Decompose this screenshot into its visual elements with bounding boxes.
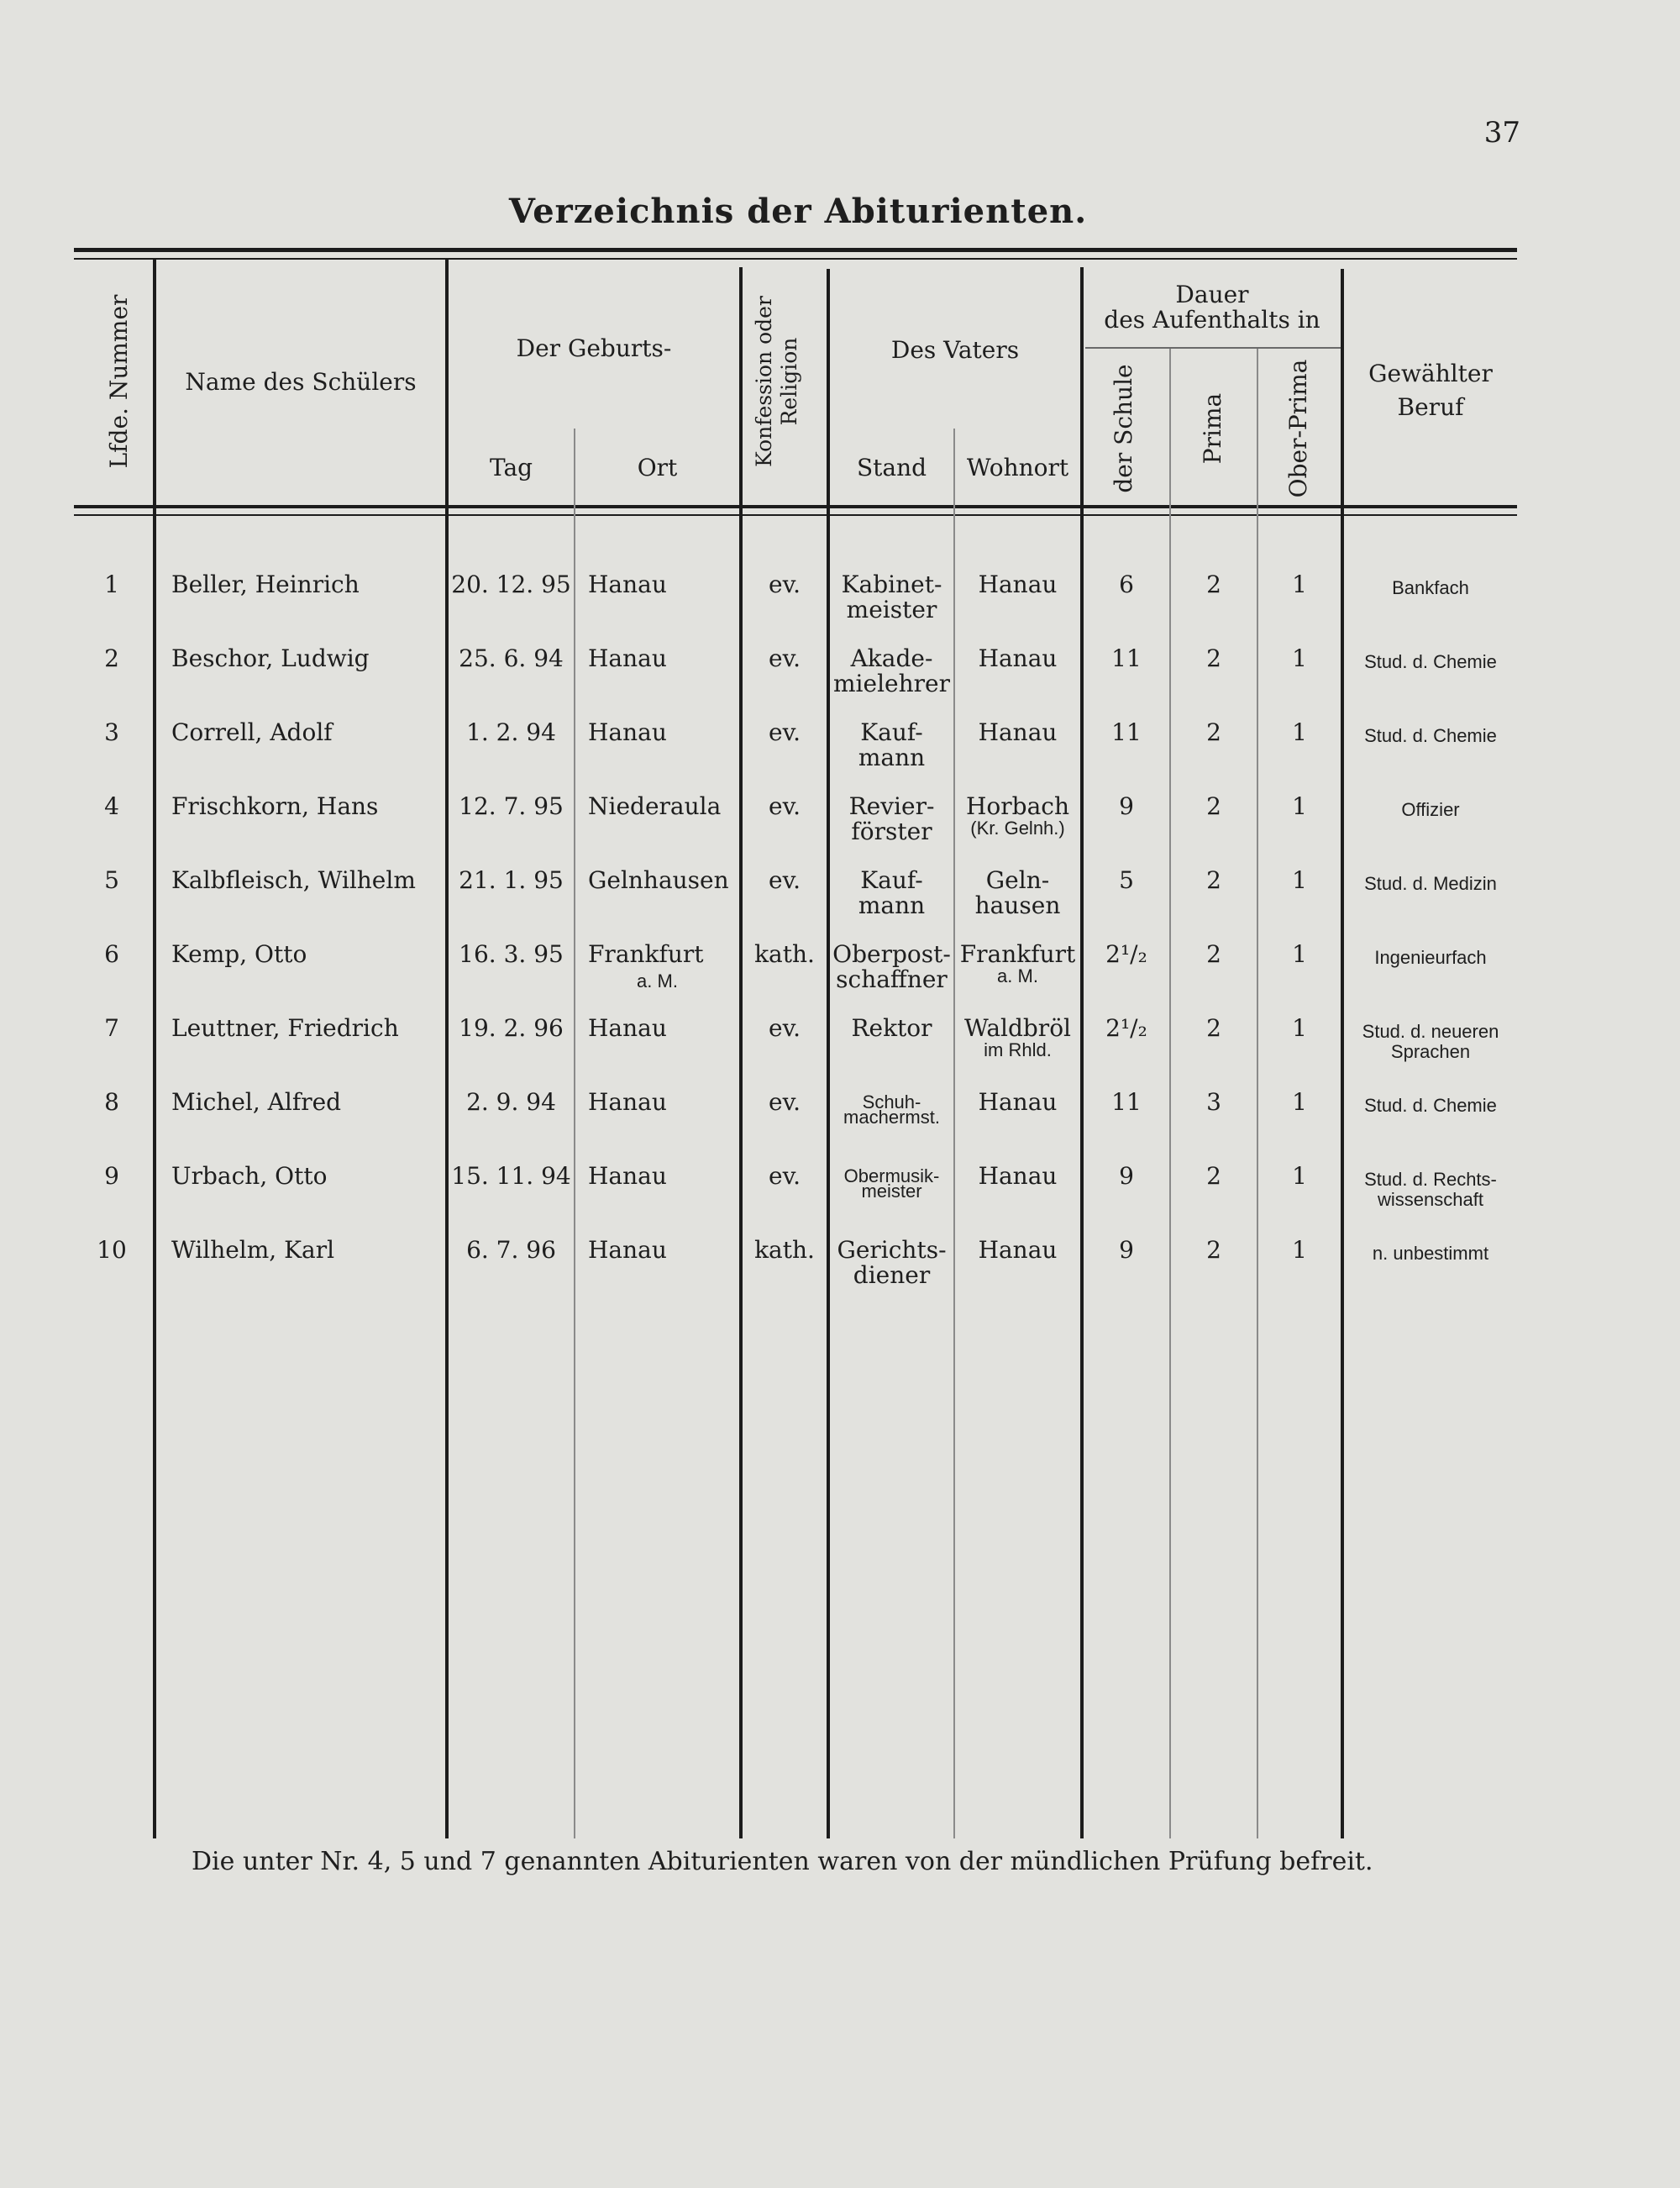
col-divider-name: [445, 259, 449, 1838]
header-ort: Ort: [637, 454, 678, 481]
header-konfession-line1: Konfession oder: [752, 296, 776, 467]
cell-wohn2: hausen: [974, 892, 1061, 919]
cell-schule: 11: [1111, 1088, 1142, 1116]
cell-ort: Hanau: [588, 571, 667, 598]
cell-name: Kalbfleisch, Wilhelm: [171, 866, 416, 894]
cell-konf: kath.: [754, 940, 815, 968]
top-rule-thick: [74, 248, 1517, 252]
cell-schule: 6: [1119, 571, 1134, 598]
cell-konf: ev.: [769, 1162, 801, 1190]
cell-stand2: schaffner: [836, 965, 948, 993]
cell-schule: 9: [1119, 1162, 1134, 1190]
cell-name: Beller, Heinrich: [171, 571, 360, 598]
cell-wohn: Geln-: [985, 866, 1050, 894]
cell-wohn: Waldbröl: [963, 1014, 1072, 1042]
cell-stand2: meister: [846, 596, 937, 623]
cell-name: Wilhelm, Karl: [171, 1236, 335, 1264]
cell-ort: Hanau: [588, 644, 667, 672]
cell-ort2: a. M.: [637, 970, 678, 991]
cell-prima: 2: [1206, 792, 1221, 820]
cell-schule: 11: [1111, 644, 1142, 672]
header-nr: Lfde. Nummer: [105, 294, 133, 469]
cell-oprima: 1: [1292, 1088, 1307, 1116]
cell-beruf2: wissenschaft: [1378, 1189, 1483, 1210]
cell-stand: Rektor: [851, 1014, 932, 1042]
cell-beruf: Stud. d. Chemie: [1364, 1095, 1497, 1116]
cell-stand: Gerichts-: [837, 1236, 947, 1264]
cell-ort: Hanau: [588, 1088, 667, 1116]
header-beruf-line1: Gewählter: [1368, 360, 1493, 387]
cell-schule: 2¹/₂: [1105, 940, 1147, 968]
cell-schule: 9: [1119, 1236, 1134, 1264]
cell-ort: Hanau: [588, 1236, 667, 1264]
cell-oprima: 1: [1292, 644, 1307, 672]
page-title: Verzeichnis der Abiturienten.: [508, 192, 1088, 231]
cell-konf: ev.: [769, 571, 801, 598]
cell-oprima: 1: [1292, 571, 1307, 598]
footnote: Die unter Nr. 4, 5 und 7 genannten Abiturienten waren von der mündlichen Prüfung befreit.: [192, 1847, 1373, 1876]
cell-prima: 2: [1206, 940, 1221, 968]
cell-prima: 2: [1206, 571, 1221, 598]
header-prima: Prima: [1199, 392, 1226, 465]
cell-konf: ev.: [769, 866, 801, 894]
cell-oprima: 1: [1292, 718, 1307, 746]
cell-tag: 19. 2. 96: [459, 1014, 564, 1042]
cell-name: Michel, Alfred: [171, 1088, 342, 1116]
cell-wohn: Hanau: [978, 571, 1058, 598]
cell-prima: 2: [1206, 1162, 1221, 1190]
cell-stand2: machermst.: [843, 1107, 940, 1128]
col-divider-vater: [1080, 267, 1084, 1838]
cell-stand: Revier-: [848, 792, 935, 820]
header-dauer-line1: Dauer: [1175, 281, 1249, 308]
cell-oprima: 1: [1292, 866, 1307, 894]
cell-beruf: Stud. d. Medizin: [1364, 873, 1497, 894]
cell-prima: 3: [1206, 1088, 1221, 1116]
cell-tag: 25. 6. 94: [459, 644, 564, 672]
cell-stand2: mann: [858, 744, 926, 771]
header-stand: Stand: [856, 454, 927, 481]
cell-wohn2: (Kr. Gelnh.): [970, 818, 1065, 839]
cell-nr: 7: [104, 1014, 119, 1042]
cell-wohn: Hanau: [978, 644, 1058, 672]
cell-konf: ev.: [769, 792, 801, 820]
cell-nr: 1: [104, 571, 119, 598]
cell-tag: 2. 9. 94: [466, 1088, 556, 1116]
cell-nr: 2: [104, 644, 119, 672]
header-geburt-group: Der Geburts-: [516, 334, 672, 362]
cell-nr: 5: [104, 866, 119, 894]
cell-prima: 2: [1206, 1236, 1221, 1264]
cell-tag: 1. 2. 94: [466, 718, 556, 746]
cell-name: Correll, Adolf: [171, 718, 333, 746]
cell-konf: ev.: [769, 1014, 801, 1042]
cell-name: Urbach, Otto: [171, 1162, 328, 1190]
cell-wohn: Horbach: [966, 792, 1069, 820]
cell-oprima: 1: [1292, 1236, 1307, 1264]
cell-prima: 2: [1206, 718, 1221, 746]
cell-schule: 2¹/₂: [1105, 1014, 1147, 1042]
cell-schule: 9: [1119, 792, 1134, 820]
cell-stand: Obermusik-: [843, 1165, 940, 1186]
cell-oprima: 1: [1292, 1014, 1307, 1042]
header-dauer-line2: des Aufenthalts in: [1104, 306, 1320, 334]
cell-prima: 2: [1206, 644, 1221, 672]
cell-tag: 6. 7. 96: [466, 1236, 556, 1264]
cell-wohn: Hanau: [978, 1162, 1058, 1190]
cell-nr: 3: [104, 718, 119, 746]
cell-wohn: Hanau: [978, 718, 1058, 746]
cell-oprima: 1: [1292, 792, 1307, 820]
cell-nr: 10: [97, 1236, 127, 1264]
header-name: Name des Schülers: [185, 368, 417, 396]
cell-name: Leuttner, Friedrich: [171, 1014, 399, 1042]
cell-beruf: Stud. d. neueren: [1362, 1021, 1499, 1042]
cell-nr: 8: [104, 1088, 119, 1116]
cell-tag: 16. 3. 95: [459, 940, 564, 968]
cell-beruf: Offizier: [1401, 799, 1460, 820]
cell-beruf: n. unbestimmt: [1372, 1243, 1489, 1264]
cell-beruf2: Sprachen: [1390, 1041, 1471, 1062]
cell-schule: 11: [1111, 718, 1142, 746]
cell-stand: Oberpost-: [832, 940, 951, 968]
cell-ort: Niederaula: [588, 792, 722, 820]
col-divider-stand-wohn: [953, 429, 955, 1838]
cell-name: Frischkorn, Hans: [171, 792, 379, 820]
cell-ort: Hanau: [588, 1014, 667, 1042]
cell-oprima: 1: [1292, 940, 1307, 968]
cell-ort: Frankfurt: [588, 940, 704, 968]
cell-ort: Hanau: [588, 718, 667, 746]
col-divider-tag-ort: [574, 429, 575, 1838]
header-oberprima: Ober-Prima: [1284, 359, 1312, 498]
header-schule: der Schule: [1110, 364, 1137, 493]
cell-stand2: mielehrer: [833, 670, 950, 697]
cell-ort: Gelnhausen: [588, 866, 729, 894]
cell-beruf: Stud. d. Chemie: [1364, 651, 1497, 672]
col-divider-geburt: [739, 267, 743, 1838]
cell-konf: ev.: [769, 644, 801, 672]
cell-tag: 20. 12. 95: [451, 571, 571, 598]
cell-prima: 2: [1206, 866, 1221, 894]
cell-oprima: 1: [1292, 1162, 1307, 1190]
cell-name: Beschor, Ludwig: [171, 644, 370, 672]
col-divider-konf: [827, 269, 830, 1838]
cell-beruf: Bankfach: [1392, 577, 1469, 598]
cell-stand2: diener: [853, 1261, 931, 1289]
cell-stand: Kabinet-: [841, 571, 942, 598]
col-divider-nr: [153, 259, 156, 1838]
cell-tag: 21. 1. 95: [459, 866, 564, 894]
cell-nr: 6: [104, 940, 119, 968]
cell-wohn2: im Rhld.: [984, 1039, 1052, 1060]
header-wohnort: Wohnort: [966, 454, 1069, 481]
cell-stand: Schuh-: [862, 1091, 921, 1112]
header-rule-thin: [74, 514, 1517, 516]
cell-konf: kath.: [754, 1236, 815, 1264]
cell-tag: 15. 11. 94: [451, 1162, 571, 1190]
cell-konf: ev.: [769, 718, 801, 746]
header-konfession-line2: Religion: [777, 337, 801, 426]
page-number: 37: [1483, 116, 1520, 150]
cell-stand: Kauf-: [860, 866, 923, 894]
header-vater-group: Des Vaters: [890, 336, 1020, 364]
header-beruf-line2: Beruf: [1397, 393, 1464, 421]
cell-stand: Akade-: [850, 644, 933, 672]
header-tag: Tag: [489, 454, 533, 481]
cell-nr: 9: [104, 1162, 119, 1190]
cell-prima: 2: [1206, 1014, 1221, 1042]
cell-ort: Hanau: [588, 1162, 667, 1190]
cell-beruf: Stud. d. Chemie: [1364, 725, 1497, 746]
cell-tag: 12. 7. 95: [459, 792, 564, 820]
cell-schule: 5: [1119, 866, 1134, 894]
cell-beruf: Stud. d. Rechts-: [1364, 1169, 1497, 1190]
cell-nr: 4: [104, 792, 119, 820]
cell-wohn: Frankfurt: [959, 940, 1076, 968]
cell-stand2: förster: [851, 818, 932, 845]
top-rule-thin: [74, 258, 1517, 260]
cell-wohn: Hanau: [978, 1236, 1058, 1264]
cell-wohn: Hanau: [978, 1088, 1058, 1116]
cell-stand: Kauf-: [860, 718, 923, 746]
cell-wohn2: a. M.: [997, 965, 1038, 986]
cell-beruf: Ingenieurfach: [1374, 947, 1487, 968]
cell-name: Kemp, Otto: [171, 940, 307, 968]
cell-stand2: mann: [858, 892, 926, 919]
cell-stand2: meister: [861, 1181, 922, 1202]
cell-konf: ev.: [769, 1088, 801, 1116]
